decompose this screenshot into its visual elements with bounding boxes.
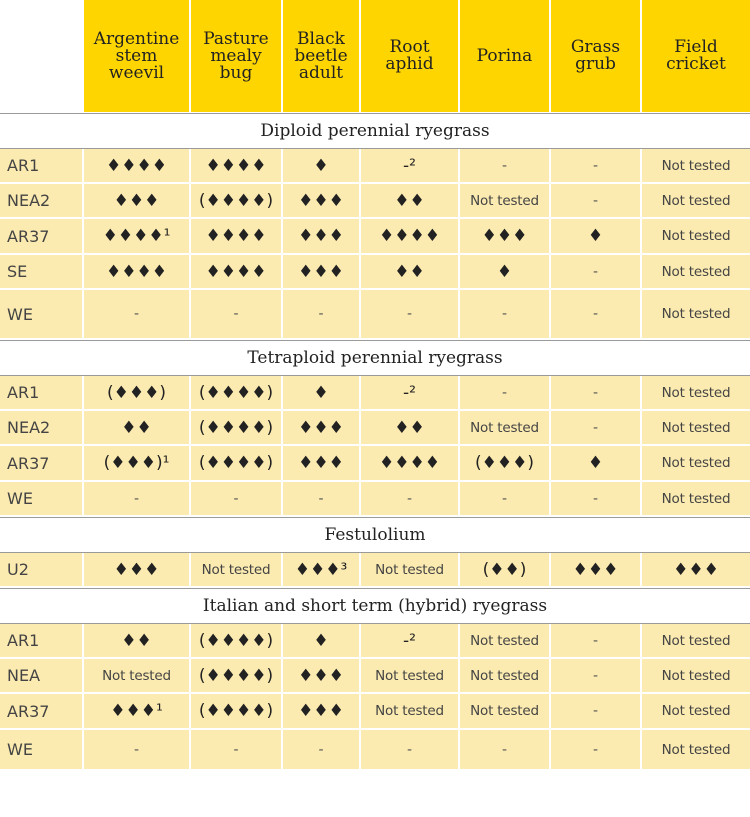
rating-cell: (♦♦♦♦) — [191, 411, 283, 446]
header-line: Argentine — [93, 28, 180, 49]
rating-cell: ♦♦♦♦ — [191, 219, 283, 255]
rating-cell: ♦♦♦♦ — [361, 219, 460, 255]
not-tested-cell: Not tested — [642, 730, 750, 771]
cultivar-cell: WE — [0, 290, 84, 340]
rating-cell: ♦♦ — [84, 624, 191, 659]
no-activity-cell: - — [460, 730, 551, 771]
rating-cell: (♦♦♦♦) — [191, 659, 283, 694]
rating-cell: (♦♦♦) — [84, 376, 191, 411]
rating-cell: ♦♦♦¹ — [84, 694, 191, 730]
no-activity-cell: - — [283, 730, 361, 771]
header-line: Field — [674, 37, 718, 57]
not-tested-cell: Not tested — [460, 694, 551, 730]
rating-cell: ♦♦ — [84, 411, 191, 446]
no-activity-cell: - — [361, 290, 460, 340]
table-row — [0, 219, 750, 255]
no-activity-cell: - — [460, 376, 551, 411]
rating-cell: ♦♦♦♦ — [361, 446, 460, 482]
rating-cell: (♦♦♦♦) — [191, 446, 283, 482]
no-activity-cell: - — [551, 482, 642, 517]
not-tested-cell: Not tested — [361, 553, 460, 588]
column-header — [642, 0, 750, 113]
header-line: Grass — [570, 37, 621, 57]
not-tested-cell: Not tested — [642, 446, 750, 482]
not-tested-cell: Not tested — [460, 411, 551, 446]
table-row — [0, 694, 750, 730]
table-body — [0, 113, 750, 771]
section-title: Italian and short term (hybrid) ryegrass — [0, 588, 750, 624]
not-tested-cell: Not tested — [460, 624, 551, 659]
header-row — [0, 0, 750, 113]
rating-cell: ♦ — [460, 255, 551, 290]
table-row — [0, 290, 750, 340]
rating-cell: (♦♦) — [460, 553, 551, 588]
not-tested-cell: Not tested — [460, 184, 551, 219]
cultivar-cell: NEA2 — [0, 184, 84, 219]
not-tested-cell: Not tested — [642, 219, 750, 255]
header-line: grub — [575, 54, 616, 74]
no-activity-cell: - — [551, 730, 642, 771]
table-row — [0, 376, 750, 411]
rating-cell: ♦♦♦ — [283, 255, 361, 290]
rating-cell: -² — [361, 149, 460, 184]
not-tested-cell: Not tested — [642, 624, 750, 659]
cultivar-cell: AR1 — [0, 149, 84, 184]
no-activity-cell: - — [361, 482, 460, 517]
table-row — [0, 411, 750, 446]
header-line: stem — [115, 45, 158, 66]
table-row — [0, 446, 750, 482]
cultivar-cell: AR1 — [0, 376, 84, 411]
not-tested-cell: Not tested — [642, 659, 750, 694]
not-tested-cell: Not tested — [642, 694, 750, 730]
not-tested-cell: Not tested — [84, 659, 191, 694]
header-line: cricket — [666, 54, 726, 74]
header-line: Porina — [476, 45, 533, 66]
cultivar-cell: WE — [0, 482, 84, 517]
rating-cell: ♦♦♦ — [283, 184, 361, 219]
table-row — [0, 553, 750, 588]
rating-cell: (♦♦♦♦) — [191, 376, 283, 411]
header-line: adult — [298, 62, 344, 83]
no-activity-cell: - — [551, 659, 642, 694]
rating-cell: -² — [361, 376, 460, 411]
cultivar-cell: NEA — [0, 659, 84, 694]
rating-cell: ♦♦♦ — [283, 411, 361, 446]
section-header-row — [0, 588, 750, 624]
table-row — [0, 482, 750, 517]
no-activity-cell: - — [551, 290, 642, 340]
table-row — [0, 730, 750, 771]
header-line: Root — [389, 37, 430, 57]
rating-cell: ♦♦ — [361, 411, 460, 446]
rating-cell: ♦♦♦ — [283, 446, 361, 482]
rating-cell: ♦♦♦ — [283, 659, 361, 694]
cultivar-cell: AR1 — [0, 624, 84, 659]
rating-cell: ♦♦♦♦ — [84, 255, 191, 290]
table-row — [0, 624, 750, 659]
header-line: Pasture — [203, 28, 269, 49]
no-activity-cell: - — [84, 730, 191, 771]
no-activity-cell: - — [191, 730, 283, 771]
table-row — [0, 659, 750, 694]
rating-cell: ♦ — [283, 624, 361, 659]
not-tested-cell: Not tested — [642, 184, 750, 219]
rating-cell: (♦♦♦)¹ — [84, 446, 191, 482]
no-activity-cell: - — [551, 184, 642, 219]
no-activity-cell: - — [283, 482, 361, 517]
cultivar-cell: AR37 — [0, 446, 84, 482]
section-title: Tetraploid perennial ryegrass — [0, 340, 750, 376]
not-tested-cell: Not tested — [642, 149, 750, 184]
rating-cell: ♦ — [551, 446, 642, 482]
rating-cell: ♦ — [283, 149, 361, 184]
not-tested-cell: Not tested — [642, 482, 750, 517]
cultivar-cell: U2 — [0, 553, 84, 588]
rating-cell: ♦♦♦ — [642, 553, 750, 588]
no-activity-cell: - — [191, 290, 283, 340]
no-activity-cell: - — [361, 730, 460, 771]
not-tested-cell: Not tested — [642, 411, 750, 446]
rating-cell: ♦♦♦ — [283, 694, 361, 730]
rating-cell: ♦♦♦ — [460, 219, 551, 255]
cultivar-cell: AR37 — [0, 694, 84, 730]
no-activity-cell: - — [460, 290, 551, 340]
rating-cell: ♦♦♦³ — [283, 553, 361, 588]
column-header — [84, 0, 191, 113]
not-tested-cell: Not tested — [642, 376, 750, 411]
no-activity-cell: - — [551, 149, 642, 184]
table-row — [0, 184, 750, 219]
not-tested-cell: Not tested — [642, 255, 750, 290]
column-header — [283, 0, 361, 113]
rating-cell: (♦♦♦) — [460, 446, 551, 482]
corner-cell — [0, 0, 84, 113]
rating-cell: ♦♦♦ — [551, 553, 642, 588]
rating-cell: ♦ — [551, 219, 642, 255]
column-header — [361, 0, 460, 113]
rating-cell: ♦♦♦ — [84, 184, 191, 219]
rating-cell: ♦♦♦♦ — [191, 149, 283, 184]
no-activity-cell: - — [460, 149, 551, 184]
not-tested-cell: Not tested — [191, 553, 283, 588]
rating-cell: ♦♦♦ — [283, 219, 361, 255]
no-activity-cell: - — [551, 255, 642, 290]
column-header — [191, 0, 283, 113]
no-activity-cell: - — [84, 290, 191, 340]
no-activity-cell: - — [551, 694, 642, 730]
table-row — [0, 149, 750, 184]
header-line: weevil — [108, 62, 165, 83]
column-header — [460, 0, 551, 113]
rating-cell: ♦♦♦♦ — [84, 149, 191, 184]
section-title: Festulolium — [0, 517, 750, 553]
cultivar-cell: SE — [0, 255, 84, 290]
not-tested-cell: Not tested — [361, 659, 460, 694]
section-header-row — [0, 340, 750, 376]
cultivar-cell: AR37 — [0, 219, 84, 255]
not-tested-cell: Not tested — [460, 659, 551, 694]
no-activity-cell: - — [84, 482, 191, 517]
no-activity-cell: - — [551, 376, 642, 411]
not-tested-cell: Not tested — [361, 694, 460, 730]
no-activity-cell: - — [283, 290, 361, 340]
header-line: bug — [219, 62, 253, 83]
no-activity-cell: - — [551, 411, 642, 446]
rating-cell: (♦♦♦♦) — [191, 184, 283, 219]
header-line: mealy — [210, 45, 262, 66]
header-line: Black — [297, 28, 345, 49]
rating-cell: ♦♦ — [361, 255, 460, 290]
column-header — [551, 0, 642, 113]
rating-cell: ♦♦♦ — [84, 553, 191, 588]
header-line: aphid — [385, 54, 434, 74]
rating-cell: ♦♦♦♦¹ — [84, 219, 191, 255]
no-activity-cell: - — [460, 482, 551, 517]
rating-cell: (♦♦♦♦) — [191, 624, 283, 659]
rating-cell: ♦♦ — [361, 184, 460, 219]
table-row — [0, 255, 750, 290]
rating-cell: (♦♦♦♦) — [191, 694, 283, 730]
section-header-row — [0, 517, 750, 553]
header-line: beetle — [294, 45, 348, 66]
section-header-row — [0, 113, 750, 149]
rating-cell: ♦ — [283, 376, 361, 411]
rating-cell: -² — [361, 624, 460, 659]
no-activity-cell: - — [551, 624, 642, 659]
cultivar-cell: NEA2 — [0, 411, 84, 446]
no-activity-cell: - — [191, 482, 283, 517]
cultivar-cell: WE — [0, 730, 84, 771]
rating-cell: ♦♦♦♦ — [191, 255, 283, 290]
not-tested-cell: Not tested — [642, 290, 750, 340]
section-title: Diploid perennial ryegrass — [0, 113, 750, 149]
